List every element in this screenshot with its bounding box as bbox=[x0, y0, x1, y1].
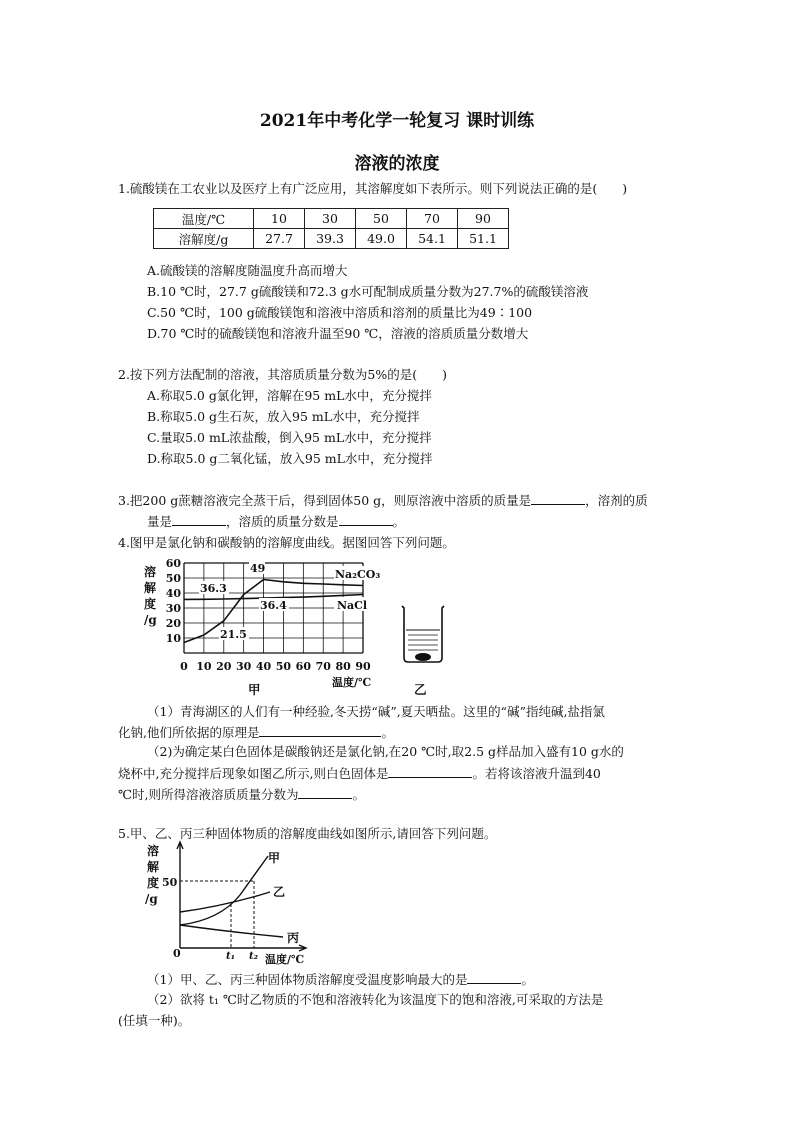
solubility-table bbox=[153, 208, 509, 249]
q3-text: ，溶剂的质 bbox=[585, 493, 648, 508]
curve-jia bbox=[180, 856, 268, 925]
q3-text: ，溶质的质量分数是 bbox=[226, 514, 339, 529]
y-tick-label: 60 bbox=[165, 557, 181, 570]
q3-text: 3.把200 g蔗糖溶液完全蒸干后，得到固体50 g，则原溶液中溶质的质量是 bbox=[118, 493, 532, 508]
q3-line-1 bbox=[118, 492, 648, 509]
q1-stem: 1.硫酸镁在工农业以及医疗上有广泛应用，其溶解度如下表所示。则下列说法正确的是( ) bbox=[118, 181, 628, 196]
x-tick-label: 40 bbox=[255, 660, 272, 673]
x-tick-label: 0 bbox=[180, 660, 188, 673]
y-axis-label-char: 解 bbox=[144, 581, 157, 595]
q4-p2-line-1: （2)为确定某白色固体是碳酸钠还是氯化钠,在20 ℃时,取2.5 g样品加入盛有10 g水的 bbox=[147, 744, 624, 759]
y-tick-label: 50 bbox=[165, 572, 181, 585]
q1-option-c: C.50 ℃时，100 g硫酸镁饱和溶液中溶质和溶剂的质量比为49∶100 bbox=[147, 305, 533, 320]
q4-p1-line-2 bbox=[118, 724, 394, 741]
q4-text: 化钠,他们所依据的原理是 bbox=[118, 725, 260, 740]
q2-option-a: A.称取5.0 g氯化钾，溶解在95 mL水中，充分搅拌 bbox=[147, 388, 432, 403]
chart-solubility-abc bbox=[140, 840, 320, 970]
x-tick-label: 90 bbox=[355, 660, 371, 673]
x-axis-label: 温度/℃ bbox=[332, 676, 372, 689]
page-title: 2021年中考化学一轮复习 课时训练 bbox=[259, 111, 535, 131]
table-cell: 51.1 bbox=[458, 229, 509, 249]
beaker-figure bbox=[398, 604, 448, 664]
x-tick-label: 20 bbox=[216, 660, 232, 673]
answer-blank[interactable] bbox=[259, 724, 381, 737]
q4-text: 。 bbox=[381, 725, 394, 740]
q5-p2-line-1: （2）欲将 t₁ ℃时乙物质的不饱和溶液转化为该温度下的饱和溶液,可采取的方法是 bbox=[147, 992, 604, 1007]
y-axis-label-char: 溶 bbox=[147, 844, 160, 858]
table-cell: 39.3 bbox=[305, 229, 356, 249]
q5-p2-line-2: (任填一种)。 bbox=[118, 1013, 191, 1028]
liquid-lines bbox=[408, 635, 438, 650]
x-tick-label: 80 bbox=[335, 660, 351, 673]
table-cell: 27.7 bbox=[254, 229, 305, 249]
q2-option-d: D.称取5.0 g二氧化锰，放入95 mL水中，充分搅拌 bbox=[147, 451, 433, 466]
y-tick-label: 50 bbox=[162, 876, 178, 889]
q3-line-2 bbox=[147, 513, 405, 530]
table-row-label: 温度/℃ bbox=[154, 209, 254, 229]
answer-blank[interactable] bbox=[172, 513, 226, 526]
y-axis-label-char: 解 bbox=[147, 860, 160, 874]
table-cell: 10 bbox=[254, 209, 305, 229]
q4-p2-line-3 bbox=[118, 786, 365, 803]
chart-jia bbox=[140, 552, 390, 700]
table-row-label: 溶解度/g bbox=[154, 229, 254, 249]
answer-blank[interactable] bbox=[298, 786, 352, 799]
q3-text: 。 bbox=[392, 514, 406, 529]
q2-option-b: B.称取5.0 g生石灰，放入95 mL水中，充分搅拌 bbox=[147, 409, 420, 424]
data-annotation: 49 bbox=[250, 562, 266, 575]
table-cell: 70 bbox=[407, 209, 458, 229]
q4-text: ℃时,则所得溶液溶质质量分数为 bbox=[118, 787, 299, 802]
q4-stem: 4.图甲是氯化钠和碳酸钠的溶解度曲线。据图回答下列问题。 bbox=[118, 535, 455, 550]
series-label-bing: 丙 bbox=[287, 931, 300, 945]
y-axis-label-char: /g bbox=[144, 613, 157, 627]
y-tick-label: 30 bbox=[165, 602, 181, 615]
data-annotation: 36.3 bbox=[200, 582, 227, 595]
chart-label-jia: 甲 bbox=[248, 682, 261, 697]
q5-stem: 5.甲、乙、丙三种固体物质的溶解度曲线如图所示,请回答下列问题。 bbox=[118, 826, 497, 841]
y-axis-label-char: 溶 bbox=[144, 565, 157, 579]
q4-p2-line-2 bbox=[118, 765, 601, 782]
series-label-nacl: NaCl bbox=[337, 599, 368, 612]
y-axis-label-char: 度 bbox=[147, 876, 160, 890]
x-tick-label: t₁ bbox=[226, 951, 235, 962]
x-tick-label: 50 bbox=[275, 660, 292, 673]
q4-text: 烧杯中,充分搅拌后现象如图乙所示,则白色固体是 bbox=[118, 766, 389, 781]
answer-blank[interactable] bbox=[388, 765, 472, 778]
table-cell: 90 bbox=[458, 209, 509, 229]
y-tick-label: 40 bbox=[165, 587, 181, 600]
y-axis-label-char: /g bbox=[145, 892, 158, 906]
answer-blank[interactable] bbox=[467, 971, 521, 984]
q4-text: 。若将该溶液升温到40 bbox=[472, 766, 601, 781]
data-annotation: 21.5 bbox=[220, 628, 247, 641]
x-tick-label: 30 bbox=[236, 660, 252, 673]
answer-blank[interactable] bbox=[339, 513, 393, 526]
x-axis-label: 温度/℃ bbox=[265, 953, 305, 966]
page-subtitle: 溶液的浓度 bbox=[354, 154, 440, 174]
x-tick-label: 0 bbox=[173, 947, 181, 960]
q5-p1 bbox=[147, 971, 534, 988]
table-cell: 30 bbox=[305, 209, 356, 229]
y-axis-label-char: 度 bbox=[144, 597, 157, 611]
series-label-na2co3: Na₂CO₃ bbox=[335, 568, 381, 581]
table-cell: 49.0 bbox=[356, 229, 407, 249]
x-tick-label: t₂ bbox=[249, 951, 258, 962]
q2-stem: 2.按下列方法配制的溶液，其溶质质量分数为5%的是( ) bbox=[118, 367, 448, 382]
series-label-yi: 乙 bbox=[273, 885, 286, 899]
table-cell: 50 bbox=[356, 209, 407, 229]
y-tick-label: 10 bbox=[165, 632, 181, 645]
data-annotation: 36.4 bbox=[260, 599, 287, 612]
x-tick-label: 70 bbox=[315, 660, 331, 673]
q2-option-c: C.量取5.0 mL浓盐酸，倒入95 mL水中，充分搅拌 bbox=[147, 430, 432, 445]
q4-p1-line-1: （1）青海湖区的人们有一种经验,冬天捞“碱”,夏天晒盐。这里的“碱”指纯碱,盐指氯 bbox=[147, 704, 605, 719]
answer-blank[interactable] bbox=[531, 492, 585, 505]
x-tick-label: 10 bbox=[196, 660, 212, 673]
q4-text: 。 bbox=[352, 787, 365, 802]
table-cell: 54.1 bbox=[407, 229, 458, 249]
q5-text: 。 bbox=[521, 972, 534, 987]
y-tick-label: 20 bbox=[165, 617, 181, 630]
q1-option-b: B.10 ℃时，27.7 g硫酸镁和72.3 g水可配制成质量分数为27.7%的硫酸镁溶液 bbox=[147, 284, 589, 299]
q5-text: （1）甲、乙、丙三种固体物质溶解度受温度影响最大的是 bbox=[147, 972, 468, 987]
chart-label-yi: 乙 bbox=[414, 682, 427, 697]
undissolved-solid bbox=[415, 653, 431, 661]
x-tick-label: 60 bbox=[295, 660, 311, 673]
series-label-jia: 甲 bbox=[268, 851, 281, 865]
q3-text: 量是 bbox=[147, 514, 173, 529]
q1-option-d: D.70 ℃时的硫酸镁饱和溶液升温至90 ℃，溶液的溶质质量分数增大 bbox=[147, 326, 529, 341]
q1-option-a: A.硫酸镁的溶解度随温度升高而增大 bbox=[147, 263, 348, 278]
